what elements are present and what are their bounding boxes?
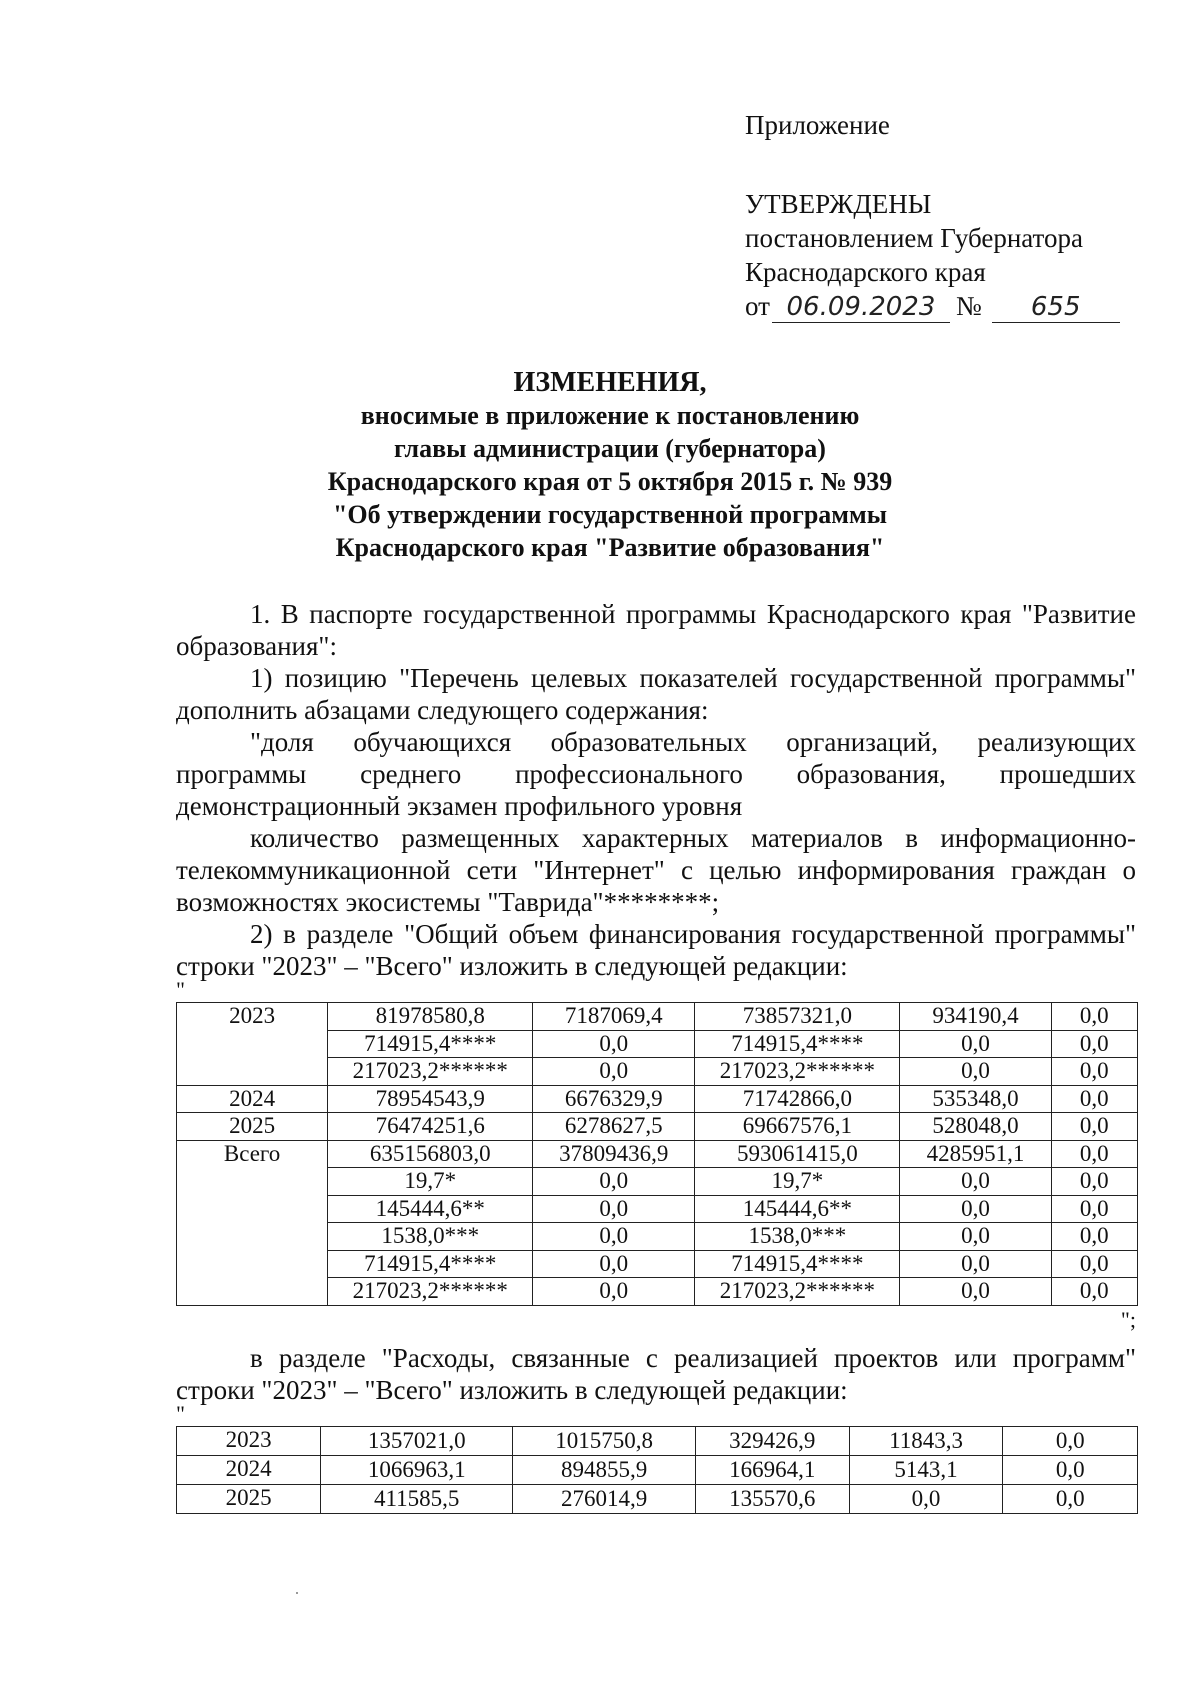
table-cell: 0,0 [1051, 1003, 1137, 1031]
year-cell: 2024 [177, 1085, 328, 1113]
table-cell: 76474251,6 [328, 1113, 533, 1141]
table-cell: 714915,4**** [695, 1250, 900, 1278]
handwritten-number: 655 [992, 292, 1120, 323]
table-cell: 73857321,0 [695, 1003, 900, 1031]
table-cell: 535348,0 [900, 1085, 1051, 1113]
table-cell: 0,0 [900, 1030, 1051, 1058]
table-cell: 0,0 [1051, 1195, 1137, 1223]
table-cell: 0,0 [533, 1168, 695, 1196]
decree-line: постановлением Губернатора [745, 223, 1083, 253]
table-cell: 714915,4**** [328, 1250, 533, 1278]
table-cell: 0,0 [533, 1195, 695, 1223]
title-line-3: Краснодарского края от 5 октября 2015 г. № 939 [327, 467, 893, 496]
table-cell: 0,0 [1051, 1085, 1137, 1113]
table-cell: 714915,4**** [328, 1030, 533, 1058]
table-row [177, 1426, 1138, 1455]
appendix-label: Приложение [745, 110, 890, 140]
handwritten-date: 06.09.2023 [772, 292, 950, 323]
table-cell: 0,0 [900, 1250, 1051, 1278]
table-cell: 0,0 [1051, 1058, 1137, 1086]
table-cell: 69667576,1 [695, 1113, 900, 1141]
table-cell: 0,0 [1051, 1140, 1137, 1168]
table-cell: 81978580,8 [328, 1003, 533, 1031]
table-cell: 217023,2****** [328, 1058, 533, 1086]
table-cell: 0,0 [533, 1223, 695, 1251]
table-cell: 78954543,9 [328, 1085, 533, 1113]
table-cell: 1357021,0 [321, 1426, 513, 1455]
approval-block [745, 108, 1120, 323]
number-label: № [955, 291, 982, 321]
table-cell: 593061415,0 [695, 1140, 900, 1168]
table-cell: 276014,9 [513, 1484, 696, 1513]
table-cell: 5143,1 [849, 1455, 1003, 1484]
expenses-table [176, 1426, 1138, 1514]
paragraph-1: 1. В паспорте государственной программы Краснодарского края "Развитие образования": [176, 599, 1136, 661]
title-line-5: Краснодарского края "Развитие образования" [335, 533, 885, 562]
table-cell: 329426,9 [695, 1426, 849, 1455]
table-row [177, 1140, 1138, 1168]
title-line-2: главы администрации (губернатора) [394, 434, 826, 463]
table-cell: 0,0 [533, 1058, 695, 1086]
quote-open-2: " [176, 1400, 185, 1426]
year-cell: 2025 [177, 1484, 321, 1513]
table-cell: 0,0 [1003, 1455, 1138, 1484]
quote-open: " [176, 977, 185, 1002]
table-cell: 4285951,1 [900, 1140, 1051, 1168]
from-label: от [745, 291, 770, 321]
paragraph-6: в разделе "Расходы, связанные с реализацией проектов или программ" строки "2023" – "Всего" изложить в следующей редакции: [176, 1342, 1136, 1405]
table-cell: 411585,5 [321, 1484, 513, 1513]
table-cell: 0,0 [1003, 1426, 1138, 1455]
table-cell: 37809436,9 [533, 1140, 695, 1168]
table-cell: 135570,6 [695, 1484, 849, 1513]
region-line: Краснодарского края [745, 257, 986, 287]
table-cell: 145444,6** [695, 1195, 900, 1223]
table-cell: 0,0 [900, 1058, 1051, 1086]
year-cell: 2023 [177, 1426, 321, 1455]
table-cell: 1015750,8 [513, 1426, 696, 1455]
table-cell: 0,0 [1051, 1168, 1137, 1196]
quote-close: "; [1120, 1306, 1136, 1332]
table-row [177, 1003, 1138, 1031]
table-row [177, 1455, 1138, 1484]
table-cell: 6278627,5 [533, 1113, 695, 1141]
scan-speck [296, 1592, 298, 1594]
table-cell: 0,0 [900, 1195, 1051, 1223]
paragraph-2: 1) позицию "Перечень целевых показателей государственной программы" дополнить абзацами следующего содержания: [176, 663, 1136, 725]
year-cell: Всего [177, 1140, 328, 1305]
table-cell: 0,0 [1051, 1223, 1137, 1251]
approved-label: УТВЕРЖДЕНЫ [745, 189, 932, 219]
table-cell: 1066963,1 [321, 1455, 513, 1484]
table-cell: 894855,9 [513, 1455, 696, 1484]
paragraph-4: количество размещенных характерных материалов в информационно-телекоммуникационной сети "Интернет" с целью информирования граждан о возможностях экосистемы "Таврида"********; [176, 823, 1136, 917]
table-cell: 0,0 [900, 1168, 1051, 1196]
table-cell: 0,0 [1051, 1030, 1137, 1058]
table-cell: 217023,2****** [695, 1278, 900, 1306]
table-cell: 0,0 [1051, 1278, 1137, 1306]
table-cell: 0,0 [533, 1278, 695, 1306]
title-line-1: вносимые в приложение к постановлению [360, 401, 860, 430]
table-cell: 19,7* [695, 1168, 900, 1196]
table-cell: 0,0 [900, 1278, 1051, 1306]
table-cell: 0,0 [1051, 1113, 1137, 1141]
table-cell: 7187069,4 [533, 1003, 695, 1031]
table-cell: 0,0 [900, 1223, 1051, 1251]
year-cell: 2024 [177, 1455, 321, 1484]
table-cell: 635156803,0 [328, 1140, 533, 1168]
paragraph-3: "доля обучающихся образовательных организаций, реализующих программы среднего профессионального образования, прошедших демонстрационный экзамен профильного уровня [176, 727, 1136, 821]
table-cell: 19,7* [328, 1168, 533, 1196]
table-row [177, 1484, 1138, 1513]
table-cell: 528048,0 [900, 1113, 1051, 1141]
title-main: ИЗМЕНЕНИЯ, [513, 367, 707, 398]
table-cell: 6676329,9 [533, 1085, 695, 1113]
table-cell: 1538,0*** [328, 1223, 533, 1251]
table-cell: 71742866,0 [695, 1085, 900, 1113]
table-cell: 1538,0*** [695, 1223, 900, 1251]
table-cell: 11843,3 [849, 1426, 1003, 1455]
title-line-4: "Об утверждении государственной программы [332, 500, 888, 529]
table-cell: 217023,2****** [695, 1058, 900, 1086]
table-cell: 0,0 [1051, 1250, 1137, 1278]
table-cell: 934190,4 [900, 1003, 1051, 1031]
date-number-line [745, 289, 1120, 323]
table-cell: 217023,2****** [328, 1278, 533, 1306]
table-cell: 166964,1 [695, 1455, 849, 1484]
table-cell: 714915,4**** [695, 1030, 900, 1058]
table-row [177, 1113, 1138, 1141]
table-cell: 145444,6** [328, 1195, 533, 1223]
table-cell: 0,0 [1003, 1484, 1138, 1513]
paragraph-5: 2) в разделе "Общий объем финансирования государственной программы" строки "2023" – "Всего" изложить в следующей редакции: [176, 919, 1136, 981]
financing-table [176, 1002, 1138, 1306]
year-cell: 2023 [177, 1003, 328, 1086]
year-cell: 2025 [177, 1113, 328, 1141]
table-cell: 0,0 [849, 1484, 1003, 1513]
document-body [176, 598, 1136, 1514]
table-row [177, 1085, 1138, 1113]
document-title [180, 366, 1040, 564]
table-cell: 0,0 [533, 1250, 695, 1278]
table-cell: 0,0 [533, 1030, 695, 1058]
